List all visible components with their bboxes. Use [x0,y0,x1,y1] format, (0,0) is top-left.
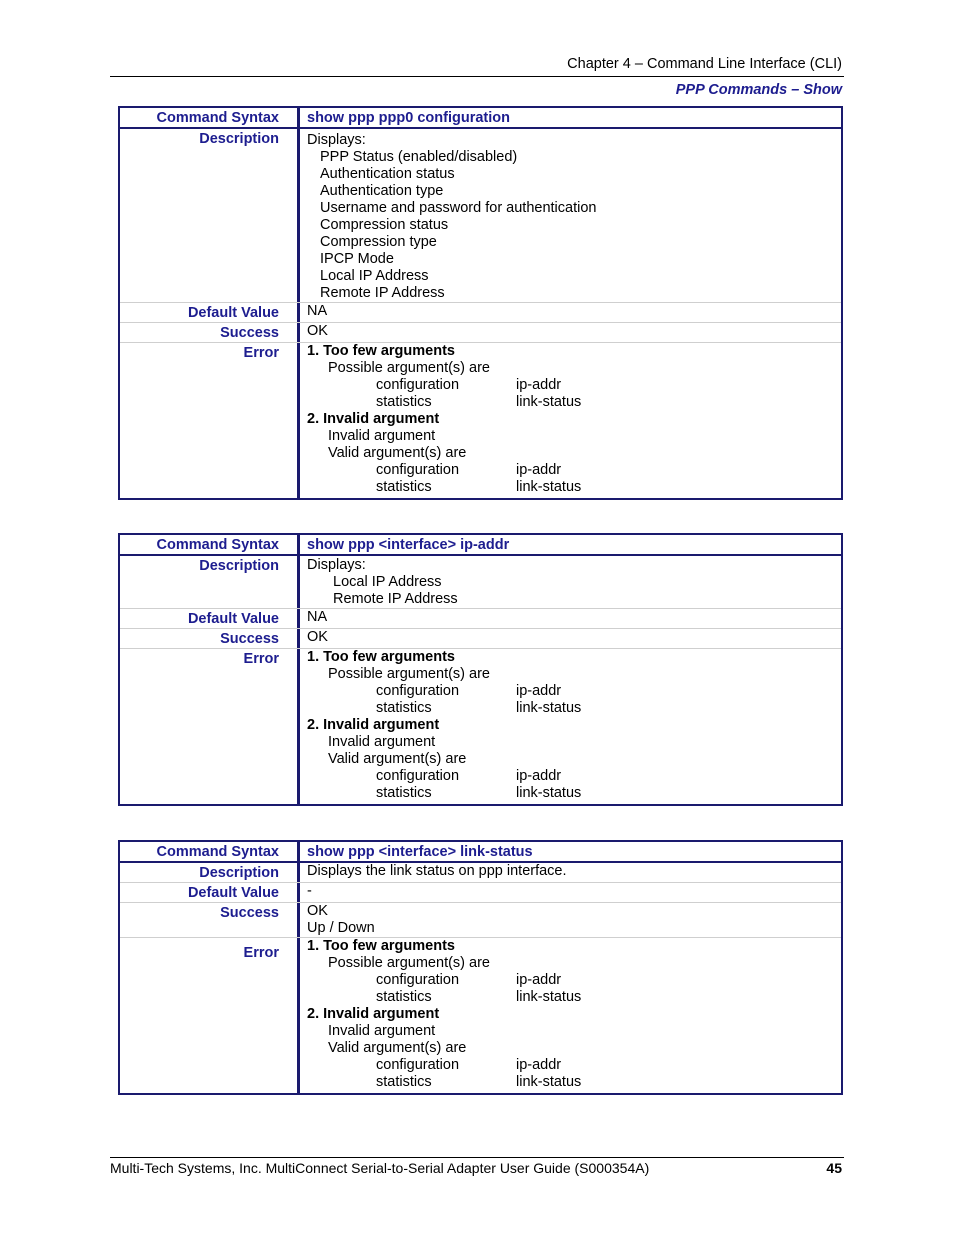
error-text: Invalid argument [328,1023,436,1039]
argument: statistics [376,700,432,716]
footer-text: Multi-Tech Systems, Inc. MultiConnect Serial-to-Serial Adapter User Guide (S000354A) [110,1160,650,1176]
description-label: Description [120,129,300,302]
description-row [120,863,841,882]
error-text: Possible argument(s) are [328,360,490,376]
error-row [120,648,841,804]
command-table-configuration [118,106,843,500]
description-item: PPP Status (enabled/disabled) [320,149,518,165]
argument: ip-addr [516,377,562,393]
success-label: Success [120,903,300,937]
error-value [300,343,841,498]
error-title: 1. Too few arguments [307,343,455,359]
default-row [120,302,841,322]
syntax-row [120,842,841,863]
error-label: Error [120,343,300,498]
default-row [120,608,841,628]
error-row [120,937,841,1093]
default-label: Default Value [120,303,300,322]
argument-pair [307,768,841,785]
argument-pair [307,1074,841,1091]
argument: ip-addr [516,683,562,699]
argument: statistics [376,989,432,1005]
description-item: Username and password for authentication [320,200,597,216]
argument: configuration [376,683,460,699]
success-value: OK [307,323,328,339]
argument: link-status [516,989,582,1005]
section-title: PPP Commands – Show [675,82,842,98]
description-item: IPCP Mode [320,251,394,267]
argument: ip-addr [516,768,562,784]
footer-rule [110,1157,844,1158]
error-text: Invalid argument [328,428,436,444]
error-label: Error [120,938,300,1093]
default-label: Default Value [120,609,300,628]
description-item: Compression type [320,234,437,250]
description-item: Compression status [320,217,449,233]
success-label: Success [120,629,300,648]
default-value: NA [307,303,328,319]
syntax-value: show ppp ppp0 configuration [307,110,510,126]
error-title: 2. Invalid argument [307,411,440,427]
error-title: 1. Too few arguments [307,938,455,954]
error-text: Invalid argument [328,734,436,750]
default-label: Default Value [120,883,300,902]
description-item: Local IP Address [333,574,442,590]
error-title: 2. Invalid argument [307,717,440,733]
success-label: Success [120,323,300,342]
argument: ip-addr [516,972,562,988]
argument: configuration [376,377,460,393]
description-value: Displays the link status on ppp interface. [307,863,567,879]
description-value [300,129,841,302]
header-rule [110,76,844,77]
argument: statistics [376,1074,432,1090]
success-value: OK [307,629,328,645]
argument-pair [307,394,841,411]
description-item: Remote IP Address [320,285,445,301]
page-number: 45 [826,1160,842,1176]
syntax-label: Command Syntax [120,535,300,554]
description-item: Authentication status [320,166,455,182]
argument: link-status [516,394,582,410]
success-line: Up / Down [307,920,375,936]
error-label: Error [120,649,300,804]
argument: configuration [376,462,460,478]
argument-pair [307,700,841,717]
argument: configuration [376,768,460,784]
argument-pair [307,1057,841,1074]
description-item: Remote IP Address [333,591,458,607]
syntax-label: Command Syntax [120,842,300,861]
error-row [120,342,841,498]
description-row [120,556,841,608]
error-text: Valid argument(s) are [328,1040,467,1056]
argument: link-status [516,785,582,801]
description-label: Description [120,556,300,608]
argument: ip-addr [516,462,562,478]
argument-pair [307,989,841,1006]
default-value: NA [307,609,328,625]
description-row [120,129,841,302]
description-item: Local IP Address [320,268,429,284]
description-value [300,556,841,608]
command-table-ip-addr [118,533,843,806]
description-label: Description [120,863,300,882]
error-text: Possible argument(s) are [328,666,490,682]
argument-pair [307,972,841,989]
syntax-value: show ppp <interface> link-status [307,844,533,860]
argument: configuration [376,972,460,988]
argument: statistics [376,479,432,495]
syntax-row [120,535,841,556]
success-value [300,903,841,937]
description-head: Displays: [307,557,366,573]
syntax-value: show ppp <interface> ip-addr [307,537,510,553]
success-row [120,902,841,937]
error-text: Possible argument(s) are [328,955,490,971]
argument-pair [307,479,841,496]
error-value [300,649,841,804]
argument: link-status [516,1074,582,1090]
description-item: Authentication type [320,183,444,199]
chapter-title: Chapter 4 – Command Line Interface (CLI) [567,56,842,72]
success-line: OK [307,903,328,919]
default-row [120,882,841,902]
default-value: - [307,883,312,899]
argument-pair [307,462,841,479]
argument: ip-addr [516,1057,562,1073]
command-table-link-status [118,840,843,1095]
success-row [120,628,841,648]
argument: link-status [516,479,582,495]
argument-pair [307,785,841,802]
argument: statistics [376,785,432,801]
error-value [300,938,841,1093]
error-title: 2. Invalid argument [307,1006,440,1022]
error-title: 1. Too few arguments [307,649,455,665]
argument: link-status [516,700,582,716]
argument-pair [307,377,841,394]
error-text: Valid argument(s) are [328,445,467,461]
argument: configuration [376,1057,460,1073]
argument: statistics [376,394,432,410]
description-head: Displays: [307,132,366,148]
error-text: Valid argument(s) are [328,751,467,767]
syntax-row [120,108,841,129]
syntax-label: Command Syntax [120,108,300,127]
success-row [120,322,841,342]
argument-pair [307,683,841,700]
